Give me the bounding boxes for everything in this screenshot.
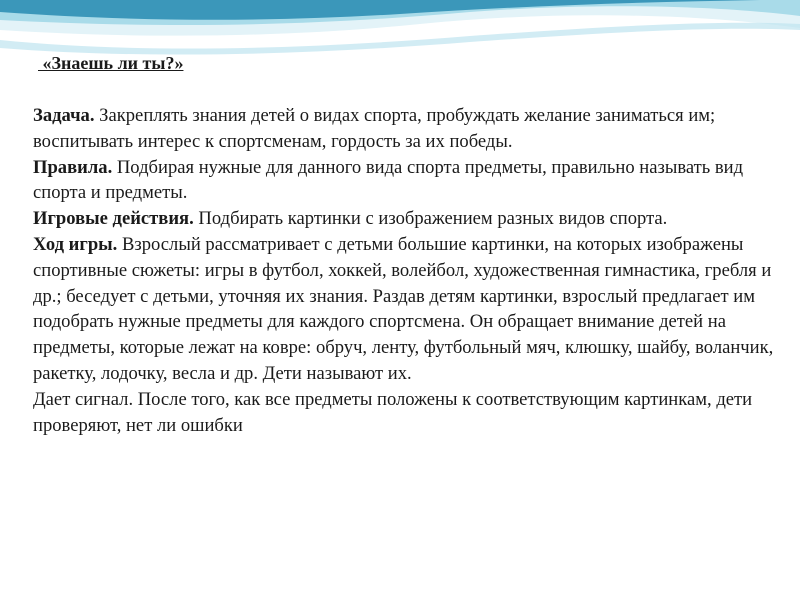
paragraph-text: Дает сигнал. После того, как все предметы положены к соответствующим картинкам, дети проверяют, нет ли ошибки [33,388,753,436]
paragraph-gameplay [33,232,783,387]
paragraph-text: Подбирая нужные для данного вида спорта предметы, правильно называть вид спорта и предметы. [33,156,744,204]
slide-title: «Знаешь ли ты?» [38,53,184,73]
paragraph-task [33,103,783,155]
paragraph-actions [33,206,783,232]
paragraph-key: Правила. [33,156,113,178]
paragraph-rules [33,155,783,207]
paragraph-text: Закреплять знания детей о видах спорта, пробуждать желание заниматься им; воспитывать интерес к спортсменам, гордость за их победы. [33,105,716,152]
slide-body [33,103,783,438]
paragraph-text: Взрослый рассматривает с детьми большие картинки, на которых изображены спортивные сюжеты: игры в футбол, хоккей, волейбол, художественная гимнастика, гребля и др.; беседует с детьми, уточняя их знания. Раздав детям картинки, взрослый предлагает им подобрать нужные предметы для каждого спортсмена. Он обращает внимание детей на предметы, которые лежат на ковре: обруч, ленту, футбольный мяч, клюшку, шайбу, воланчик, ракетку, лодочку, весла и др. Дети называют их. [33,233,774,384]
paragraph-signal [33,387,783,439]
paragraph-text: Подбирать картинки с изображением разных видов спорта. [193,208,668,230]
paragraph-key: Ход игры. [33,233,118,255]
paragraph-key: Задача. [33,105,95,126]
wave-decoration [0,0,800,90]
paragraph-key: Игровые действия. [33,208,194,230]
